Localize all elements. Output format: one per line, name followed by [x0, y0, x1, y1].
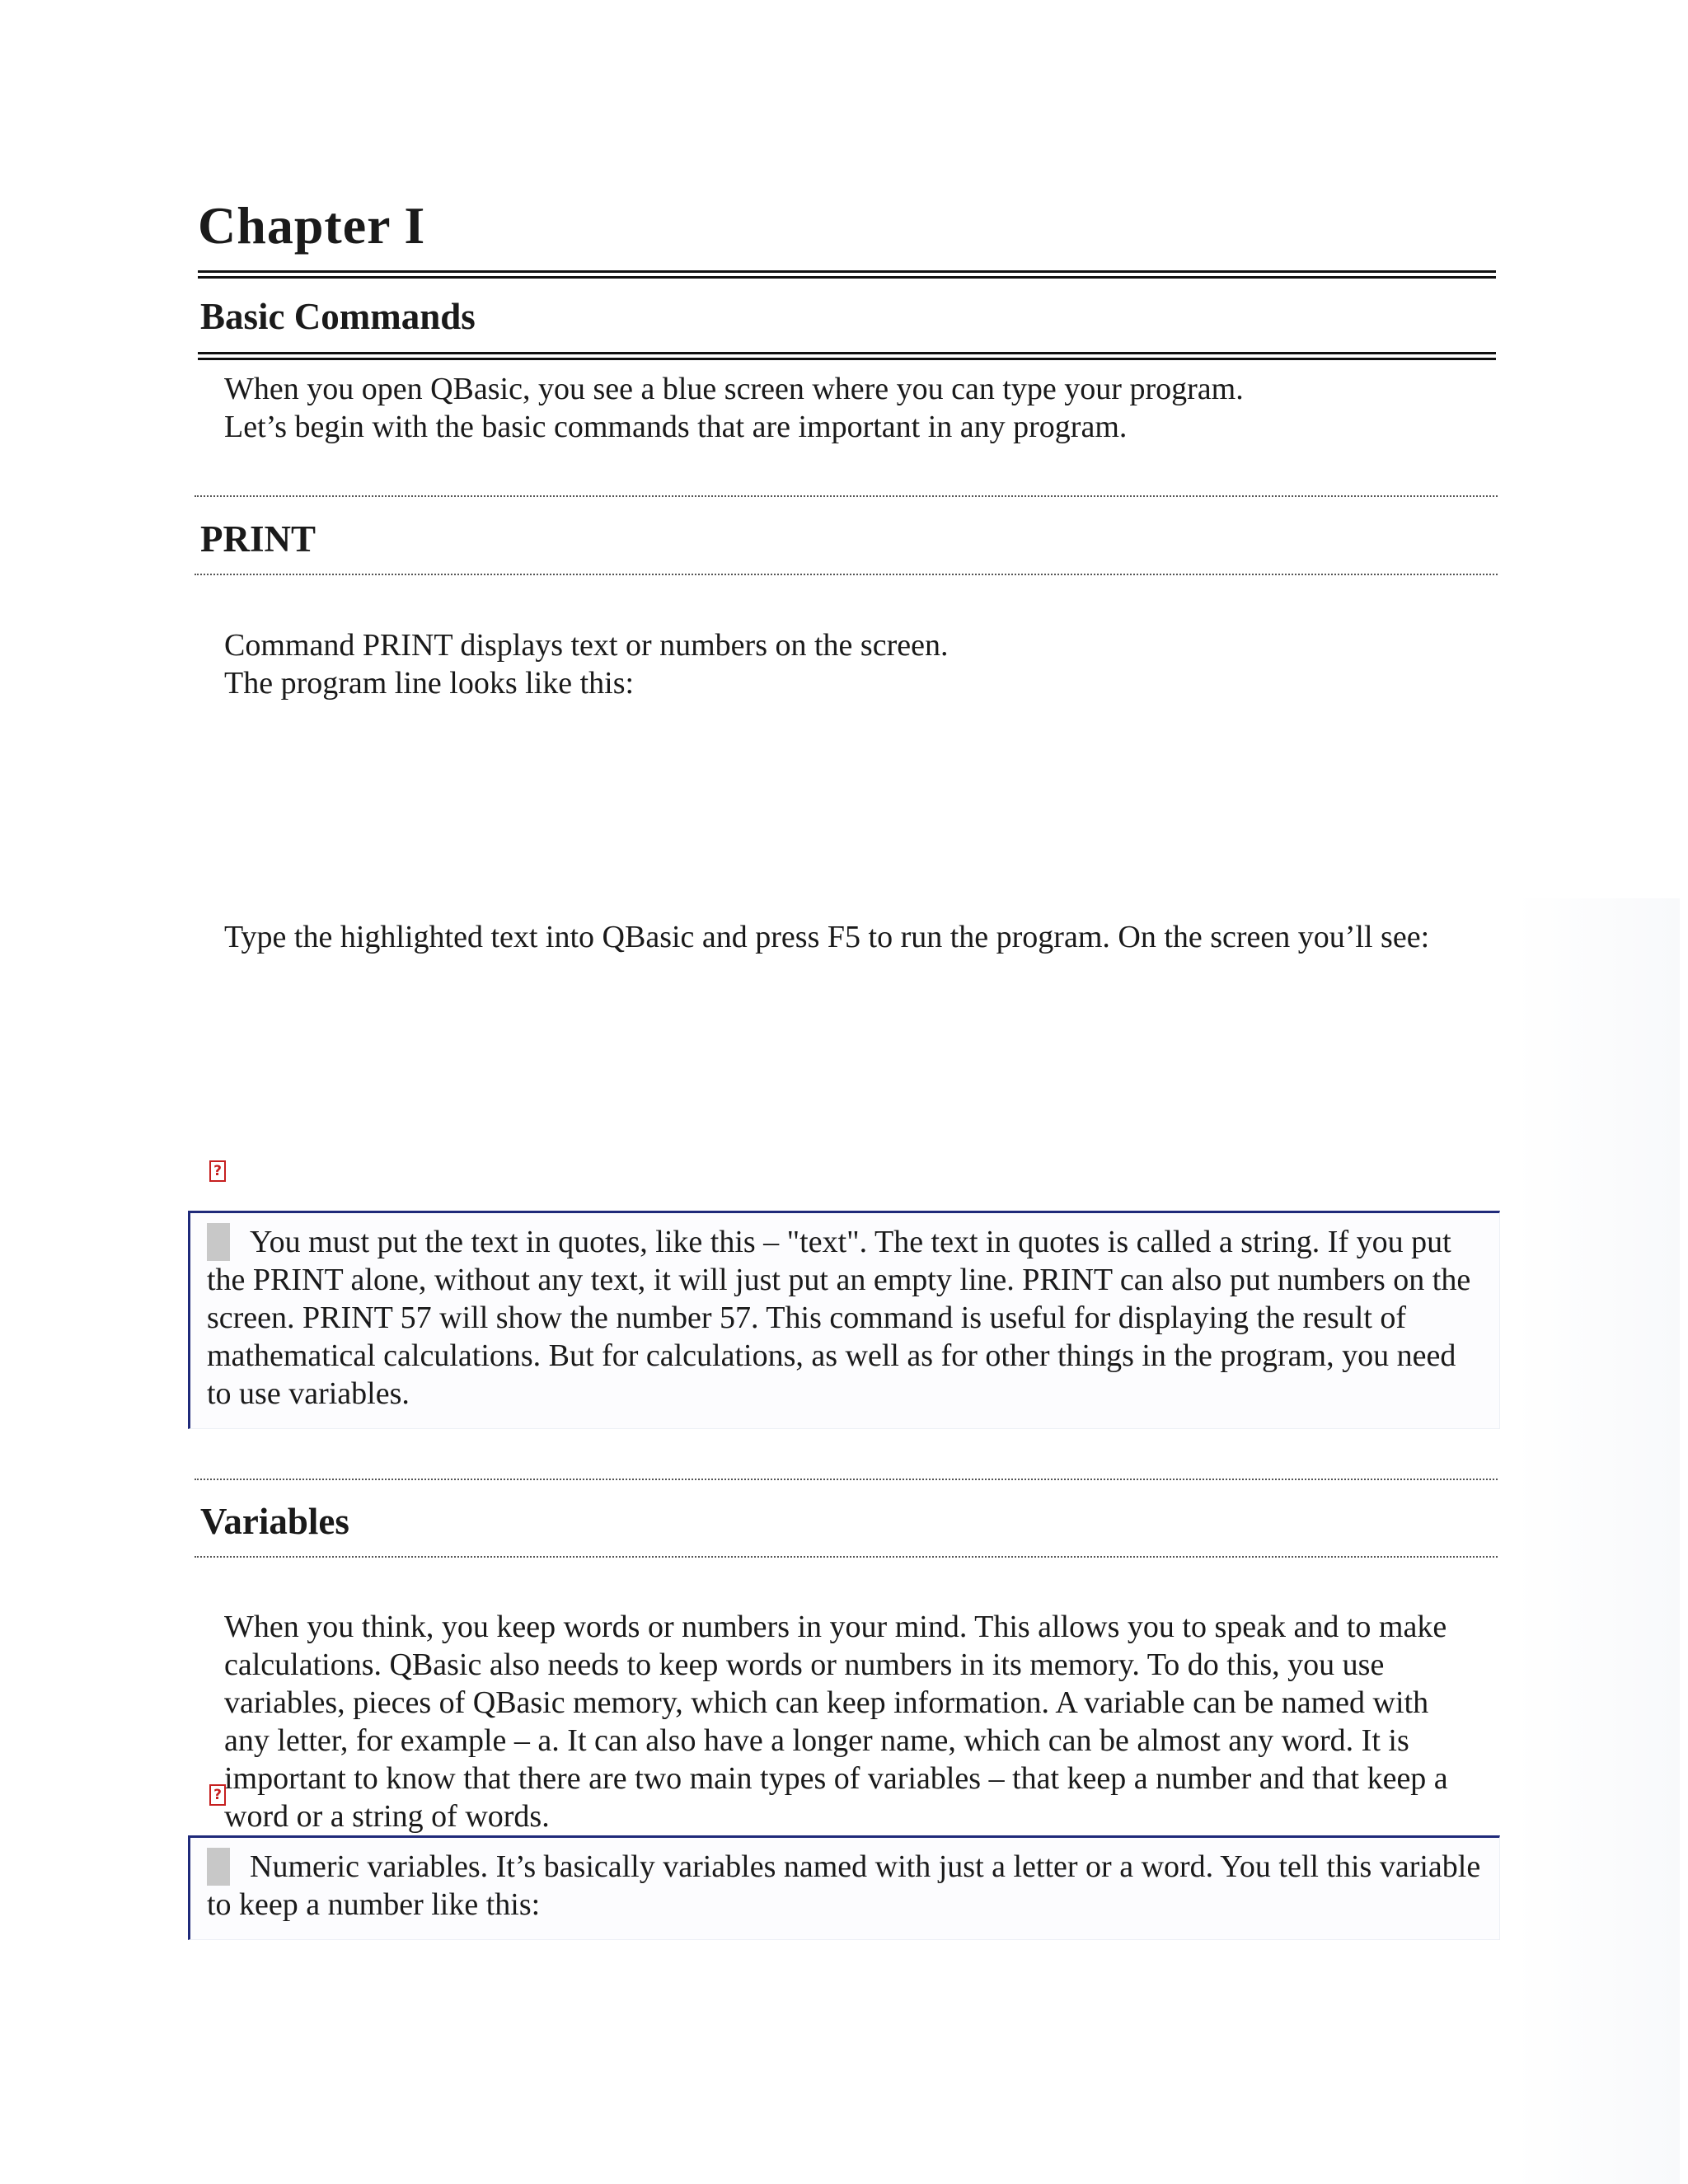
text-line: Command PRINT displays text or numbers on the screen. — [224, 628, 949, 663]
text-line: When you open QBasic, you see a blue screen where you can type your program. — [224, 372, 1244, 406]
print-note-text: You must put the text in quotes, like this – "text". The text in quotes is called a string. If you put the PRINT alone, without any text, it will just put an empty line. PRINT can also put numbers on the screen. PRINT 57 will show the number 57. This command is useful for displaying the result of mathematical calculations. But for calculations, as well as for other things in the program, you need to use variables. — [207, 1225, 1471, 1411]
variables-paragraph — [224, 1608, 1461, 1835]
broken-image-icon: ? — [209, 1784, 226, 1806]
section-title-print: PRINT — [200, 518, 316, 560]
print-note-box — [188, 1211, 1500, 1429]
section-title-variables: Variables — [200, 1501, 349, 1542]
dotted-divider — [195, 495, 1498, 497]
chapter-rule — [198, 270, 1496, 279]
section-title-basic-commands: Basic Commands — [200, 296, 476, 337]
text-line: Let’s begin with the basic commands that are important in any program. — [224, 410, 1128, 444]
text-line: Type the highlighted text into QBasic and press F5 to run the program. On the screen you’ll see: — [224, 920, 1430, 954]
section-rule — [198, 352, 1496, 360]
scan-shading — [1515, 898, 1680, 2184]
print-intro — [224, 626, 1485, 702]
dotted-divider — [195, 574, 1498, 575]
variables-note-text: Numeric variables. It’s basically variables named with just a letter or a word. You tell this variable to keep a number like this: — [207, 1849, 1481, 1922]
dotted-divider — [195, 1479, 1498, 1480]
note-marker-icon — [207, 1223, 230, 1261]
basic-commands-intro — [224, 370, 1485, 446]
dotted-divider — [195, 1556, 1498, 1558]
print-run-instructions — [224, 918, 1444, 956]
text-line: The program line looks like this: — [224, 666, 635, 701]
note-marker-icon — [207, 1848, 230, 1886]
variables-note-box — [188, 1835, 1500, 1940]
chapter-title: Chapter I — [198, 196, 426, 255]
broken-image-icon: ? — [209, 1160, 226, 1182]
text-line: When you think, you keep words or numbers in your mind. This allows you to speak and to make calculations. QBasic also needs to keep words or numbers in its memory. To do this, you use variables, pieces of QBasic memory, which can keep information. A variable can be named with any letter, for example – a. It can also have a longer name, which can be almost any word. It is important to know that there are two main types of variables – that keep a number and that keep a word or a string of words. — [224, 1610, 1448, 1834]
